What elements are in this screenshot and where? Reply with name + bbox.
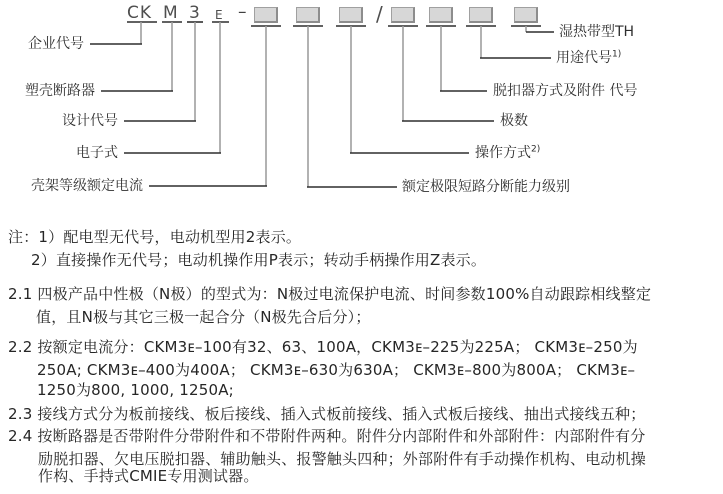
code-letter-ck: CK (127, 3, 153, 23)
code-letter-e: E (215, 8, 224, 22)
section-2-1-line-2: 值，且N极与其它三极一起合分（N极先合后分）； (36, 308, 371, 326)
label-operation-mode (475, 145, 540, 161)
label-electronic-type: 电子式 (76, 145, 118, 161)
section-2-1-line-1: 2.1 四极产品中性极（N极）的型式为：N极过电流保护电流、时间参数100%自动跟踪相线整定 (8, 285, 652, 303)
code-dash: – (238, 2, 247, 22)
section-2-4-line-2: 励脱扣器、欠电压脱扣器、辅助触头、报警触头四种；外部附件有手动操作机构、电动机操 (38, 450, 647, 468)
label-operation-mode-sup: 2) (531, 144, 541, 155)
section-2-2-line-3: 1250为800, 1000, 1250A; (37, 381, 234, 399)
note-line-1: 注：1）配电型无代号，电动机型用2表示。 (8, 228, 302, 246)
label-design-code: 设计代号 (62, 113, 118, 129)
section-2-4-line-3: 作构、手持式CMIE专用测试器。 (38, 467, 259, 485)
label-breaking-capacity-level: 额定极限短路分断能力级别 (402, 179, 570, 195)
section-2-3-line-1: 2.3 接线方式分为板前接线、板后接线、插入式板前接线、插入式板后接线、抽出式接线五种； (8, 405, 646, 423)
label-usage-code-sup: 1) (612, 49, 622, 60)
note-line-2: 2）直接操作无代号；电动机操作用P表示；转动手柄操作用Z表示。 (31, 251, 487, 269)
code-letter-3: 3 (189, 3, 201, 23)
label-operation-mode-text: 操作方式 (475, 145, 531, 161)
code-slash: / (376, 2, 383, 26)
label-enterprise-code: 企业代号 (28, 36, 84, 52)
section-2-2-line-2: 250A; CKM3ᴇ–400为400A； CKM3ᴇ–630为630A； CKM3ᴇ–800为800A； CKM3ᴇ– (37, 361, 636, 379)
section-2-2-line-1: 2.2 按额定电流分：CKM3ᴇ–100有32、63、100A，CKM3ᴇ–225为225A； CKM3ᴇ–250为 (8, 338, 638, 356)
label-usage-code (556, 50, 621, 66)
label-mccb: 塑壳断路器 (25, 83, 95, 99)
label-damp-heat-type: 湿热带型TH (559, 24, 635, 40)
label-release-accessory-code: 脱扣器方式及附件 代号 (493, 83, 638, 99)
section-2-4-line-1: 2.4 按断路器是否带附件分带附件和不带附件两种。附件分内部附件和外部附件：内部附件有分 (8, 427, 646, 445)
label-usage-code-text: 用途代号 (556, 50, 612, 66)
label-frame-rated-current: 壳架等级额定电流 (31, 178, 143, 194)
code-letter-m: M (163, 3, 179, 23)
label-pole-count: 极数 (500, 113, 528, 129)
